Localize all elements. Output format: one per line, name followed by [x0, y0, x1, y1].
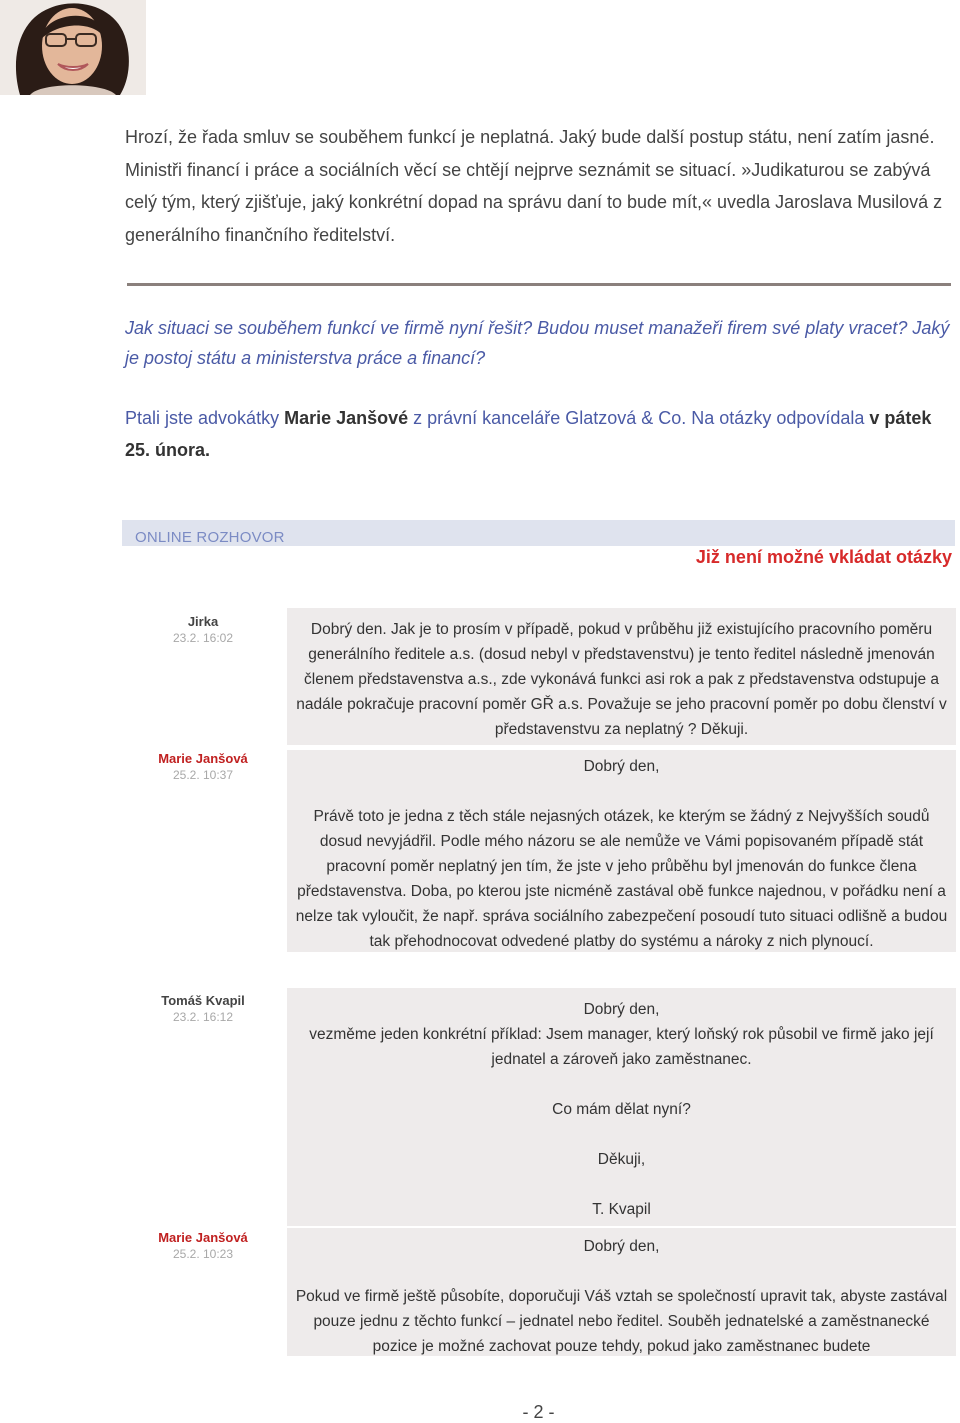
page-number: - 2 - [522, 1402, 555, 1422]
question-greeting: Dobrý den, [583, 1001, 660, 1018]
author-name: Jirka [187, 614, 219, 629]
author-name: Marie Janšová [158, 751, 248, 766]
answer-greeting: Dobrý den, [583, 1238, 660, 1255]
portrait-image [0, 0, 146, 95]
answer-author [133, 1230, 273, 1262]
question-signature: T. Kvapil [592, 1201, 651, 1218]
intro-prefix: Ptali jste advokátky [125, 408, 285, 428]
question-box [287, 988, 956, 1226]
author-name: Marie Janšová [158, 1230, 248, 1245]
answer-box [287, 750, 956, 952]
author-photo [0, 0, 146, 95]
question-text: Dobrý den. Jak je to prosím v případě, pokud v průběhu již existujícího pracovního poměru generálního ředitele a.s. (dosud nebyl v představenstvu) je tento ředitel následně jmenován členem představenstva a.s., zde vykonává funkci asi rok a pak z představenstva odstupuje a nadále pokračuje pracovní poměr GŘ a.s. Považuje se jeho pracovní poměr po dobu členství v představenstvu za neplatný ? Děkuji. [296, 621, 947, 738]
interview-intro [125, 402, 955, 466]
question-box [287, 608, 956, 745]
question-thanks: Děkuji, [597, 1151, 646, 1168]
answer-greeting: Dobrý den, [583, 758, 660, 775]
question-ask: Co mám dělat nyní? [552, 1101, 691, 1118]
interview-questions: Jak situaci se souběhem funkcí ve firmě nyní řešit? Budou muset manažeři firem své platy vracet? Jaký je postoj státu a ministerstva práce a financí? [125, 318, 950, 368]
questions-closed-notice: Již není možné vkládat otázky [695, 547, 952, 567]
answer-text: Právě toto je jedna z těch stále nejasných otázek, ke kterým se žádný z Nejvyšších soudů dosud nevyjádřil. Podle mého názoru se ale nemůže ve Vámi popisovaném případě stát pracovní poměr neplatný jen tím, že jste v jeho průběhu byl jmenován do funkce člena představenstva. Doba, po kterou jste nicméně zastával obě funkce najednou, v pořádku není a nelze tak vyloučit, že např. správa sociálního zabezpečení posoudí tuto situaci odlišně a budou tak přehodnocovat odvedené platby do systému a nároky z nich plynoucí. [295, 808, 948, 950]
answer-text: Pokud ve firmě ještě působíte, doporučuji Váš vztah se společností upravit tak, abyste zastával pouze jednu z těchto funkcí – jednatel nebo ředitel. Souběh jednatelské a zaměstnanecké pozice je možné zachovat pouze tehdy, pokud jako zaměstnanec budete [295, 1288, 948, 1355]
interview-date: v pátek 25. února. [125, 408, 932, 460]
intro-paragraph: Hrozí, že řada smluv se souběhem funkcí je neplatná. Jaký bude další postup státu, není zatím jasné. Ministři financí i práce a sociálních věcí se chtějí nejprve seznámit se situací. »Judikaturou se zabývá celý tým, který zjišťuje, jaký konkrétní dopad na správu daní to bude mít,« uvedla Jaroslava Musilová z generálního finančního ředitelství. [125, 127, 943, 245]
question-author [133, 614, 273, 646]
post-time: 23.2. 16:12 [172, 1010, 234, 1024]
intro-mid: z právní kanceláře Glatzová & Co. Na otázky odpovídala [408, 408, 870, 428]
answer-box [287, 1228, 956, 1356]
post-time: 25.2. 10:37 [172, 768, 234, 782]
question-author [133, 993, 273, 1025]
lawyer-name: Marie Janšové [284, 408, 409, 428]
section-divider [127, 283, 951, 286]
question-text: vezměme jeden konkrétní příklad: Jsem manager, který loňský rok působil ve firmě jako její jednatel a zároveň jako zaměstnanec. [309, 1026, 934, 1068]
author-name: Tomáš Kvapil [161, 993, 245, 1008]
post-time: 25.2. 10:23 [172, 1247, 234, 1261]
post-time: 23.2. 16:02 [172, 631, 234, 645]
answer-author [133, 751, 273, 783]
online-interview-label: ONLINE ROZHOVOR [135, 529, 285, 546]
